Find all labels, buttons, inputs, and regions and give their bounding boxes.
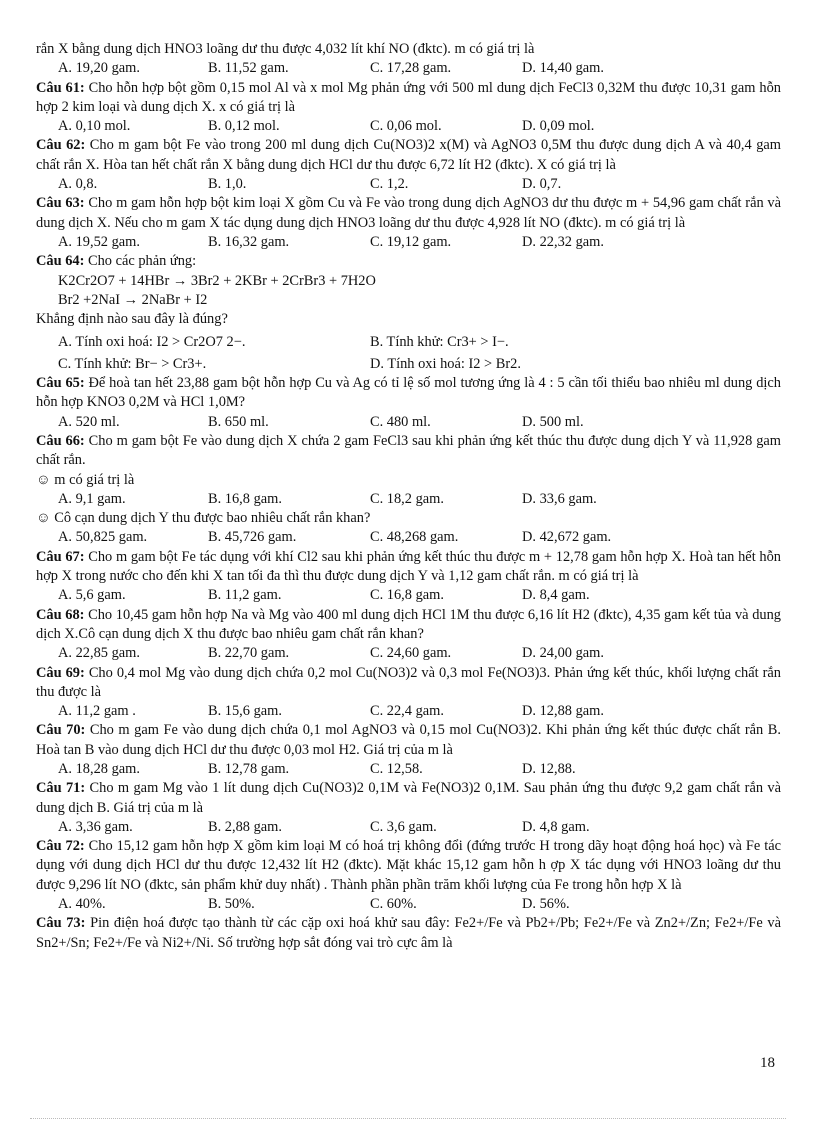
question-text: Cho 15,12 gam hỗn hợp X gồm kim loại M có hoá trị không đổi (đứng trước H trong dãy hoạt động hoá học) và Fe tác dụng với dung dịch HCl dư thu được 12,432 lít H2 (đktc). Mặt khác 15,12 gam hỗn h ợp X tác dụng với HNO3 loãng dư thu được 9,296 lít NO (đktc, sản phẩm khử duy nhất) . Thành phần phần trăm khối lượng của Fe trong hỗn hợp X là bbox=[36, 838, 781, 893]
option-b: B. 22,70 gam. bbox=[208, 645, 290, 662]
option-c: C. 12,58. bbox=[370, 760, 423, 777]
question-73 bbox=[36, 914, 781, 953]
option-a: A. Tính oxi hoá: I2 > Cr2O7 2−. bbox=[58, 334, 246, 351]
question-text: Cho m gam Mg vào 1 lít dung dịch Cu(NO3)2 0,1M và Fe(NO3)2 0,1M. Sau phản ứng thu được 9,2 gam chất rắn và dung dịch B. Giá trị của m là bbox=[36, 780, 781, 816]
equation-2: Br2 +2NaI → 2NaBr + I2 bbox=[58, 291, 208, 308]
option-a: A. 0,10 mol. bbox=[58, 118, 131, 135]
option-d: D. 500 ml. bbox=[522, 413, 584, 430]
question-label: Câu 73: bbox=[36, 915, 86, 932]
option-a: A. 11,2 gam . bbox=[58, 703, 136, 720]
option-d: D. 12,88. bbox=[522, 760, 576, 777]
option-a: A. 40%. bbox=[58, 896, 106, 913]
option-a: A. 22,85 gam. bbox=[58, 645, 140, 662]
option-a: A. 520 ml. bbox=[58, 413, 120, 430]
sub-question-1: ☺ m có giá trị là bbox=[36, 471, 135, 488]
option-a: A. 9,1 gam. bbox=[58, 490, 126, 507]
option-b: B. 16,8 gam. bbox=[208, 490, 282, 507]
question-label: Câu 72: bbox=[36, 838, 85, 855]
options bbox=[36, 702, 781, 721]
option-c: C. 24,60 gam. bbox=[370, 645, 452, 662]
question-label: Câu 71: bbox=[36, 780, 86, 797]
intro-options bbox=[36, 59, 781, 78]
question-72 bbox=[36, 837, 781, 914]
options-row-2 bbox=[36, 355, 781, 374]
option-d: D. 42,672 gam. bbox=[522, 529, 612, 546]
option-d: D. 4,8 gam. bbox=[522, 818, 590, 835]
option-b: B. 50%. bbox=[208, 896, 255, 913]
question-66 bbox=[36, 432, 781, 548]
question-67 bbox=[36, 548, 781, 606]
option-d: D. 56%. bbox=[522, 896, 570, 913]
question-label: Câu 66: bbox=[36, 432, 85, 449]
option-d: D. Tính oxi hoá: I2 > Br2. bbox=[370, 355, 521, 372]
question-62 bbox=[36, 136, 781, 194]
option-c: C. 48,268 gam. bbox=[370, 529, 459, 546]
option-c: C. 60%. bbox=[370, 896, 417, 913]
question-65 bbox=[36, 374, 781, 432]
intro-text: rắn X bằng dung dịch HNO3 loãng dư thu được 4,032 lít khí NO (đktc). m có giá trị là bbox=[36, 41, 535, 57]
option-c: C. 17,28 gam. bbox=[370, 60, 452, 77]
question-69 bbox=[36, 664, 781, 722]
options-2 bbox=[36, 528, 781, 547]
option-b: B. Tính khử: Cr3+ > I−. bbox=[370, 334, 509, 351]
option-c: C. 18,2 gam. bbox=[370, 490, 444, 507]
option-c: C. Tính khử: Br− > Cr3+. bbox=[58, 355, 207, 372]
question-text: Để hoà tan hết 23,88 gam bột hỗn hợp Cu và Ag có tỉ lệ số mol tương ứng là 4 : 5 cần tối thiểu bao nhiêu ml dung dịch hỗn hợp KNO3 0,2M và HCl 1,0M? bbox=[36, 375, 781, 411]
question-text: Pin điện hoá được tạo thành từ các cặp oxi hoá khử sau đây: Fe2+/Fe và Pb2+/Pb; Fe2+/Fe và Zn2+/Zn; Fe2+/Fe và Sn2+/Sn; Fe2+/Fe và Ni2+/Ni. Số trường hợp sắt đóng vai trò cực âm là bbox=[36, 915, 781, 951]
options bbox=[36, 413, 781, 432]
footer-divider bbox=[30, 1118, 786, 1119]
option-b: B. 11,2 gam. bbox=[208, 587, 282, 604]
question-label: Câu 70: bbox=[36, 722, 86, 739]
question-64 bbox=[36, 252, 781, 374]
question-70 bbox=[36, 721, 781, 779]
question-label: Câu 68: bbox=[36, 606, 85, 623]
option-b: B. 15,6 gam. bbox=[208, 703, 282, 720]
option-b: B. 0,12 mol. bbox=[208, 118, 280, 135]
options bbox=[36, 644, 781, 663]
option-a: A. 18,28 gam. bbox=[58, 760, 140, 777]
question-text: Cho m gam bột Fe tác dụng với khí Cl2 sau khi phản ứng kết thúc thu được m + 12,78 gam hỗn hợp X. Hoà tan hết hỗn hợp X trong nước cho đến khi X tan tối đa thì thu được dung dịch Y và 1,12 gam chất rắn. m có giá trị là bbox=[36, 548, 781, 585]
question-text: Cho 0,4 mol Mg vào dung dịch chứa 0,2 mol Cu(NO3)2 và 0,3 mol Fe(NO3)3. Phản ứng kết thúc, khối lượng chất rắn thu được là bbox=[36, 664, 781, 700]
question-text: Cho m gam hỗn hợp bột kim loại X gồm Cu và Fe vào trong dung dịch AgNO3 dư thu được m + 54,96 gam chất rắn và dung dịch X. Nếu cho m gam X tác dụng dung dịch HNO3 loãng dư thu được 4,928 lít NO (đktc). m có giá trị là bbox=[36, 195, 781, 231]
options bbox=[36, 175, 781, 194]
document-page bbox=[36, 40, 781, 953]
options-1 bbox=[36, 490, 781, 509]
options bbox=[36, 586, 781, 605]
option-b: B. 45,726 gam. bbox=[208, 529, 297, 546]
sub-question-2: ☺ Cô cạn dung dịch Y thu được bao nhiêu chất rắn khan? bbox=[36, 510, 371, 527]
question-text: Cho hỗn hợp bột gồm 0,15 mol Al và x mol Mg phản ứng với 500 ml dung dịch FeCl3 0,32M thu được 10,31 gam hỗn hợp 2 kim loại và dung dịch X. x có giá trị là bbox=[36, 79, 781, 115]
options bbox=[36, 117, 781, 136]
option-d: D. 14,40 gam. bbox=[522, 60, 604, 77]
option-c: C. 1,2. bbox=[370, 176, 409, 193]
option-c: C. 16,8 gam. bbox=[370, 587, 444, 604]
option-a: A. 19,52 gam. bbox=[58, 233, 140, 250]
equation-1: K2Cr2O7 + 14HBr → 3Br2 + 2KBr + 2CrBr3 + 7H2O bbox=[58, 272, 376, 289]
option-b: B. 2,88 gam. bbox=[208, 818, 282, 835]
option-a: A. 5,6 gam. bbox=[58, 587, 126, 604]
options bbox=[36, 895, 781, 914]
option-b: B. 650 ml. bbox=[208, 413, 269, 430]
question-label: Câu 62: bbox=[36, 137, 86, 154]
option-d: D. 0,09 mol. bbox=[522, 118, 595, 135]
option-b: B. 11,52 gam. bbox=[208, 60, 289, 77]
option-a: A. 0,8. bbox=[58, 176, 98, 193]
option-d: D. 12,88 gam. bbox=[522, 703, 604, 720]
question-label: Câu 65: bbox=[36, 375, 85, 392]
options-row-1 bbox=[36, 333, 781, 352]
question-label: Câu 67: bbox=[36, 548, 85, 565]
question-text: Cho m gam bột Fe vào trong 200 ml dung dịch Cu(NO3)2 x(M) và AgNO3 0,5M thu được dung dịch A và 40,4 gam chất rắn X. Hòa tan hết chất rắn X bằng dung dịch HCl dư thu được 6,72 lít H2 (đktc). X có giá trị là bbox=[36, 137, 781, 173]
question-label: Câu 61: bbox=[36, 79, 85, 96]
question-label: Câu 69: bbox=[36, 664, 85, 681]
option-c: C. 480 ml. bbox=[370, 413, 431, 430]
option-d: D. 22,32 gam. bbox=[522, 233, 604, 250]
option-c: C. 0,06 mol. bbox=[370, 118, 442, 135]
option-a: A. 50,825 gam. bbox=[58, 529, 148, 546]
question-63 bbox=[36, 194, 781, 252]
question-label: Câu 63: bbox=[36, 195, 85, 212]
option-b: B. 12,78 gam. bbox=[208, 760, 290, 777]
question-71 bbox=[36, 779, 781, 837]
option-c: C. 19,12 gam. bbox=[370, 233, 452, 250]
question-text: Cho 10,45 gam hỗn hợp Na và Mg vào 400 ml dung dịch HCl 1M thu được 6,16 lít H2 (đktc), 4,35 gam kết tủa và dung dịch X.Cô cạn dung dịch X thu được bao nhiêu gam chất rắn khan? bbox=[36, 606, 781, 642]
question-label: Câu 64: bbox=[36, 253, 85, 270]
options bbox=[36, 760, 781, 779]
option-d: D. 24,00 gam. bbox=[522, 645, 604, 662]
option-c: C. 22,4 gam. bbox=[370, 703, 444, 720]
option-d: D. 0,7. bbox=[522, 176, 562, 193]
option-b: B. 1,0. bbox=[208, 176, 247, 193]
question-text: Cho m gam Fe vào dung dịch chứa 0,1 mol AgNO3 và 0,15 mol Cu(NO3)2. Khi phản ứng kết thúc được chất rắn B. Hoà tan B vào dung dịch HCl dư thu được 0,03 mol H2. Giá trị của m là bbox=[36, 722, 781, 758]
question-61 bbox=[36, 79, 781, 137]
question-68 bbox=[36, 606, 781, 664]
question-text: Cho các phản ứng: bbox=[87, 253, 197, 270]
options bbox=[36, 818, 781, 837]
options bbox=[36, 233, 781, 252]
option-d: D. 8,4 gam. bbox=[522, 587, 590, 604]
question-ask: Khẳng định nào sau đây là đúng? bbox=[36, 311, 228, 328]
option-b: B. 16,32 gam. bbox=[208, 233, 290, 250]
option-a: A. 19,20 gam. bbox=[58, 60, 140, 77]
page-number: 18 bbox=[760, 1055, 775, 1071]
option-a: A. 3,36 gam. bbox=[58, 818, 133, 835]
question-text: Cho m gam bột Fe vào dung dịch X chứa 2 gam FeCl3 sau khi phản ứng kết thúc thu được dung dịch Y và 11,928 gam chất rắn. bbox=[36, 432, 781, 469]
option-c: C. 3,6 gam. bbox=[370, 818, 437, 835]
option-d: D. 33,6 gam. bbox=[522, 490, 597, 507]
